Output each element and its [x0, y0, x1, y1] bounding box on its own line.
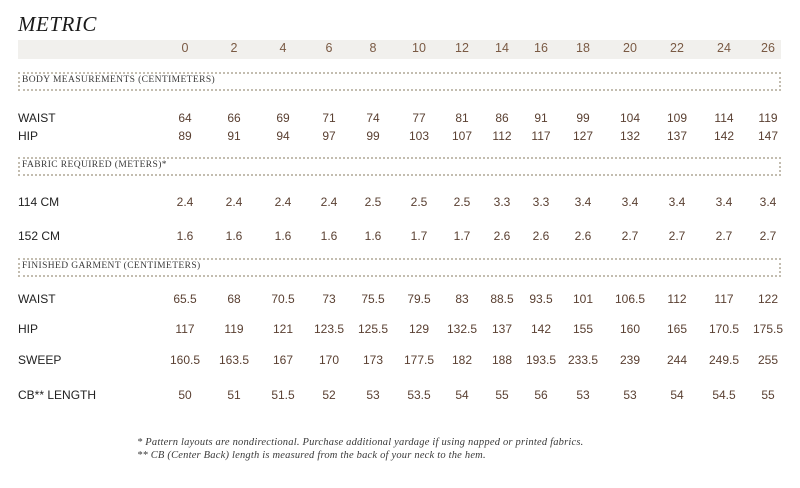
section-fabric-required — [18, 157, 781, 176]
size-header-cell: 20 — [623, 41, 637, 55]
section-label: FINISHED GARMENT (CENTIMETERS) — [22, 261, 201, 271]
table-cell: 121 — [272, 322, 294, 336]
table-cell: 3.4 — [574, 195, 592, 209]
size-header-cell: 24 — [717, 41, 731, 55]
table-cell: 2.6 — [493, 229, 511, 243]
size-header-cell: 16 — [534, 41, 548, 55]
table-cell: 103 — [408, 129, 430, 143]
table-cell: 132 — [619, 129, 641, 143]
size-header-cell: 10 — [412, 41, 426, 55]
table-cell: 2.6 — [574, 229, 592, 243]
table-cell: 2.5 — [410, 195, 428, 209]
table-cell: 107 — [451, 129, 473, 143]
table-cell: 3.3 — [493, 195, 511, 209]
table-cell: 1.7 — [453, 229, 471, 243]
size-header-cell: 4 — [279, 41, 287, 55]
table-cell: 1.6 — [320, 229, 338, 243]
table-cell: 175.5 — [752, 322, 784, 336]
page-title: METRIC — [18, 12, 97, 36]
table-cell: 3.4 — [668, 195, 686, 209]
table-cell: 94 — [276, 129, 290, 143]
table-cell: 91 — [534, 111, 548, 125]
table-cell: 2.5 — [453, 195, 471, 209]
table-cell: 2.4 — [176, 195, 194, 209]
table-cell: 71 — [322, 111, 336, 125]
footnote-pattern-layouts: * Pattern layouts are nondirectional. Purchase additional yardage if using napped or printed fabrics. — [137, 437, 584, 448]
table-cell: 2.6 — [532, 229, 550, 243]
table-cell: 147 — [757, 129, 779, 143]
table-cell: 170.5 — [708, 322, 740, 336]
table-cell: 163.5 — [218, 353, 250, 367]
table-cell: 177.5 — [403, 353, 435, 367]
row-label: 152 CM — [18, 229, 61, 243]
table-cell: 99 — [576, 111, 590, 125]
table-cell: 142 — [530, 322, 552, 336]
table-cell: 142 — [713, 129, 735, 143]
table-cell: 51.5 — [271, 388, 295, 402]
table-cell: 127 — [572, 129, 594, 143]
table-cell: 1.6 — [225, 229, 243, 243]
table-cell: 54.5 — [712, 388, 736, 402]
table-cell: 73 — [322, 292, 336, 306]
table-cell: 83 — [455, 292, 469, 306]
table-cell: 53 — [576, 388, 590, 402]
table-cell: 70.5 — [271, 292, 295, 306]
table-cell: 99 — [366, 129, 380, 143]
table-cell: 188 — [491, 353, 513, 367]
table-cell: 122 — [757, 292, 779, 306]
table-cell: 255 — [757, 353, 779, 367]
section-label: BODY MEASUREMENTS (CENTIMETERS) — [22, 75, 216, 85]
table-cell: 56 — [534, 388, 548, 402]
table-cell: 112 — [492, 129, 512, 143]
table-cell: 51 — [227, 388, 241, 402]
table-cell: 55 — [495, 388, 509, 402]
table-cell: 75.5 — [361, 292, 385, 306]
table-cell: 101 — [572, 292, 594, 306]
table-cell: 64 — [178, 111, 192, 125]
table-cell: 155 — [572, 322, 594, 336]
table-cell: 119 — [224, 322, 244, 336]
size-header-band — [18, 40, 781, 59]
table-cell: 2.7 — [759, 229, 777, 243]
table-cell: 68 — [227, 292, 241, 306]
table-cell: 53 — [623, 388, 637, 402]
table-cell: 112 — [667, 292, 687, 306]
size-header-cell: 22 — [670, 41, 684, 55]
table-cell: 88.5 — [490, 292, 514, 306]
row-label: 114 CM — [18, 195, 60, 209]
table-cell: 2.4 — [320, 195, 338, 209]
table-cell: 119 — [758, 111, 778, 125]
table-cell: 106.5 — [614, 292, 646, 306]
table-cell: 182 — [451, 353, 473, 367]
table-cell: 160 — [619, 322, 641, 336]
table-cell: 132.5 — [446, 322, 478, 336]
table-cell: 1.6 — [176, 229, 194, 243]
size-header-cell: 26 — [761, 41, 775, 55]
table-cell: 129 — [408, 322, 430, 336]
table-cell: 2.7 — [715, 229, 733, 243]
table-cell: 125.5 — [357, 322, 389, 336]
table-cell: 86 — [495, 111, 509, 125]
table-cell: 167 — [272, 353, 294, 367]
table-cell: 50 — [178, 388, 192, 402]
size-header-cell: 8 — [369, 41, 377, 55]
table-cell: 54 — [670, 388, 684, 402]
size-header-cell: 18 — [576, 41, 590, 55]
table-cell: 239 — [619, 353, 641, 367]
table-cell: 193.5 — [525, 353, 557, 367]
table-cell: 1.6 — [274, 229, 292, 243]
table-cell: 117 — [531, 129, 551, 143]
table-cell: 104 — [619, 111, 641, 125]
table-cell: 2.4 — [225, 195, 243, 209]
row-label: SWEEP — [18, 353, 62, 367]
size-header-cell: 6 — [325, 41, 333, 55]
section-label: FABRIC REQUIRED (METERS)* — [22, 160, 167, 170]
table-cell: 89 — [178, 129, 192, 143]
table-cell: 114 — [714, 111, 734, 125]
size-header-cell: 14 — [495, 41, 509, 55]
table-cell: 2.7 — [621, 229, 639, 243]
row-label: HIP — [18, 322, 39, 336]
size-header-cell: 0 — [181, 41, 189, 55]
table-cell: 52 — [322, 388, 336, 402]
table-cell: 79.5 — [407, 292, 431, 306]
table-cell: 123.5 — [313, 322, 345, 336]
table-cell: 233.5 — [567, 353, 599, 367]
table-cell: 2.5 — [364, 195, 382, 209]
table-cell: 173 — [362, 353, 384, 367]
size-header-cell: 2 — [230, 41, 238, 55]
table-cell: 109 — [666, 111, 688, 125]
table-cell: 137 — [666, 129, 688, 143]
table-cell: 2.7 — [668, 229, 686, 243]
table-cell: 55 — [761, 388, 775, 402]
table-cell: 249.5 — [708, 353, 740, 367]
table-cell: 3.4 — [759, 195, 777, 209]
table-cell: 3.4 — [715, 195, 733, 209]
table-cell: 77 — [412, 111, 426, 125]
table-cell: 160.5 — [169, 353, 201, 367]
table-cell: 74 — [366, 111, 380, 125]
table-cell: 53.5 — [407, 388, 431, 402]
table-cell: 3.3 — [532, 195, 550, 209]
table-cell: 65.5 — [173, 292, 197, 306]
table-cell: 244 — [666, 353, 688, 367]
table-cell: 1.7 — [410, 229, 428, 243]
table-cell: 91 — [227, 129, 241, 143]
table-cell: 165 — [666, 322, 688, 336]
table-cell: 117 — [714, 292, 734, 306]
table-cell: 93.5 — [529, 292, 553, 306]
table-cell: 69 — [276, 111, 290, 125]
table-cell: 2.4 — [274, 195, 292, 209]
footnote-cb-length: ** CB (Center Back) length is measured from the back of your neck to the hem. — [137, 450, 486, 461]
size-header-cell: 12 — [455, 41, 469, 55]
row-label: CB** LENGTH — [18, 388, 97, 402]
table-cell: 170 — [318, 353, 340, 367]
section-body-measurements — [18, 72, 781, 91]
table-cell: 53 — [366, 388, 380, 402]
row-label: HIP — [18, 129, 39, 143]
table-cell: 117 — [175, 322, 195, 336]
table-cell: 137 — [491, 322, 513, 336]
section-finished-garment — [18, 258, 781, 277]
table-cell: 3.4 — [621, 195, 639, 209]
table-cell: 54 — [455, 388, 469, 402]
footnotes — [137, 436, 583, 462]
table-cell: 97 — [322, 129, 336, 143]
table-cell: 81 — [455, 111, 469, 125]
row-label: WAIST — [18, 111, 56, 125]
table-cell: 1.6 — [364, 229, 382, 243]
table-cell: 66 — [227, 111, 241, 125]
row-label: WAIST — [18, 292, 56, 306]
